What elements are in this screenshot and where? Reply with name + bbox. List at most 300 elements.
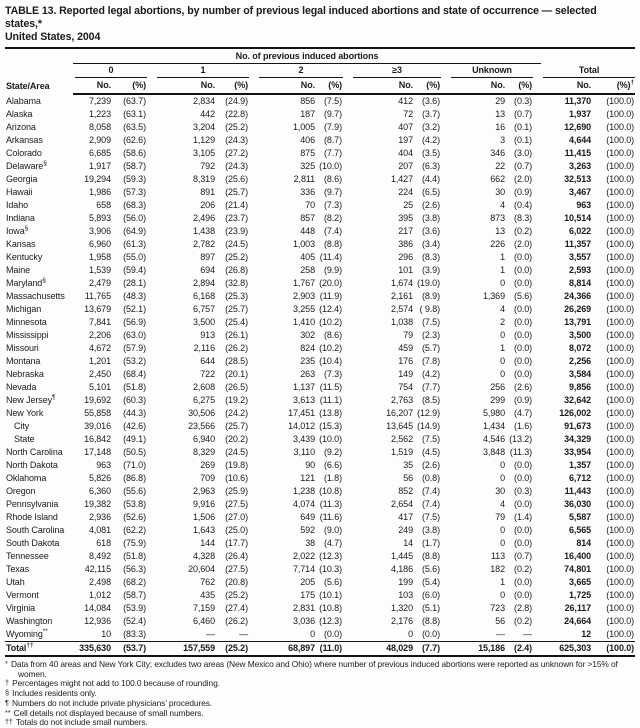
pct-cell: (100.0) (606, 408, 635, 418)
pct-cell: (3.6) (421, 96, 440, 106)
pct-cell: (25.9) (225, 486, 248, 496)
num-cell: 4,081 (88, 525, 111, 535)
dagger-footnote-marker: † (630, 79, 635, 86)
pct-cell: (9.2) (323, 447, 342, 457)
num-cell: 16,842 (84, 434, 111, 444)
pct-header: (%) (215, 78, 257, 94)
pct-cell: (7.5) (421, 512, 440, 522)
pct-cell: (6.5) (421, 187, 440, 197)
table-row (5, 199, 635, 212)
num-cell: 2,022 (292, 551, 315, 561)
num-cell: 7,159 (192, 603, 215, 613)
table-row (5, 589, 635, 602)
pct-cell: (0.0) (514, 538, 533, 548)
pct-cell: (3.0) (514, 148, 533, 158)
num-cell: 8,058 (88, 122, 111, 132)
num-cell: 33,954 (564, 447, 592, 457)
num-cell: 249 (398, 525, 413, 535)
pct-cell: (7.5) (323, 96, 342, 106)
num-cell: 34,329 (564, 434, 592, 444)
pct-cell: (0.1) (514, 135, 533, 145)
pct-cell: (21.4) (225, 200, 248, 210)
pct-cell: (11.9) (319, 291, 342, 301)
num-cell: 14,084 (84, 603, 111, 613)
pct-cell: (64.9) (123, 226, 146, 236)
num-cell: 103 (398, 590, 413, 600)
num-cell: 6,757 (192, 304, 215, 314)
pct-cell: (0.8) (421, 473, 440, 483)
no-header: No. (73, 78, 111, 94)
group-header-unknown: Unknown (449, 64, 541, 79)
num-cell: 11,357 (564, 239, 592, 249)
num-cell: 1,427 (390, 174, 413, 184)
num-cell: 618 (96, 538, 111, 548)
state-label: Kansas (6, 239, 36, 249)
num-cell: 1,519 (390, 447, 413, 457)
pct-cell: (11.6) (319, 512, 342, 522)
num-cell: 1,767 (292, 278, 315, 288)
num-cell: 2,256 (569, 356, 592, 366)
state-label: Michigan (6, 304, 42, 314)
pct-cell: (62.2) (123, 525, 146, 535)
pct-cell: (0.0) (514, 304, 533, 314)
table-row (5, 316, 635, 329)
pct-cell: (10.8) (319, 603, 342, 613)
state-label: Arizona (6, 122, 36, 132)
pct-cell: (57.9) (123, 343, 146, 353)
num-cell: 694 (200, 265, 215, 275)
pct-cell: (0.9) (514, 187, 533, 197)
pct-header: (%) (413, 78, 449, 94)
num-cell: 2,831 (292, 603, 315, 613)
pct-cell: (14.9) (417, 421, 440, 431)
table-row (5, 121, 635, 134)
state-label: Rhode Island (6, 512, 58, 522)
num-cell: 2,206 (88, 330, 111, 340)
num-cell: 459 (398, 343, 413, 353)
num-cell: 5,826 (88, 473, 111, 483)
footnotes (5, 660, 635, 728)
pct-cell: (100.0) (606, 291, 635, 301)
pct-cell: (3.5) (421, 148, 440, 158)
num-cell: 9,856 (569, 382, 592, 392)
pct-cell: (0.7) (514, 551, 533, 561)
table-row (5, 394, 635, 407)
group-header-total: Total (541, 64, 635, 79)
num-cell: 0 (500, 473, 505, 483)
pct-cell: (24.3) (225, 161, 248, 171)
pct-cell: (7.5) (421, 317, 440, 327)
pct-cell: (53.8) (123, 499, 146, 509)
pct-cell: (23.7) (225, 213, 248, 223)
state-label: Montana (6, 356, 41, 366)
num-cell: 3,584 (569, 369, 592, 379)
num-cell: 14 (403, 538, 413, 548)
footnote-asterisk: * Data from 40 areas and New York City; excludes two areas (New Mexico and Ohio) where number of previous induced abortions were reported as unknown for >15% of women. (5, 659, 618, 679)
num-cell: 269 (200, 460, 215, 470)
pct-cell: (26.4) (225, 551, 248, 561)
num-cell: 2,450 (88, 369, 111, 379)
num-cell: 404 (398, 148, 413, 158)
num-cell: 8,329 (192, 447, 215, 457)
num-cell: 302 (300, 330, 315, 340)
footnote-marker: § (24, 225, 29, 232)
pct-cell: (58.7) (123, 161, 146, 171)
num-cell: 13,679 (84, 304, 111, 314)
num-cell: 0 (500, 278, 505, 288)
state-label: Iowa§ (6, 225, 29, 236)
state-label: Washington (6, 616, 53, 626)
pct-cell: (1.6) (514, 421, 533, 431)
num-cell: 3,500 (192, 317, 215, 327)
num-cell: 56 (403, 473, 413, 483)
num-cell: 1,223 (88, 109, 111, 119)
num-cell: 79 (403, 330, 413, 340)
pct-cell: (100.0) (606, 538, 635, 548)
pct-cell: (25.3) (225, 291, 248, 301)
pct-cell: (8.6) (323, 330, 342, 340)
state-label: Pennsylvania (6, 499, 59, 509)
pct-cell: (100.0) (606, 148, 635, 158)
num-cell: 70 (305, 200, 315, 210)
pct-cell: (100.0) (606, 369, 635, 379)
num-cell: 1 (500, 577, 505, 587)
table-row (5, 173, 635, 186)
table-row (5, 498, 635, 511)
pct-cell: (0.0) (514, 317, 533, 327)
num-cell: 442 (200, 109, 215, 119)
table-row (5, 264, 635, 277)
num-cell: 2,562 (390, 434, 413, 444)
num-cell: 182 (490, 564, 505, 574)
pct-cell: (0.0) (514, 473, 533, 483)
num-cell: 658 (96, 200, 111, 210)
num-cell: 4,328 (192, 551, 215, 561)
pct-cell: (20.1) (225, 369, 248, 379)
pct-cell: (100.0) (606, 161, 635, 171)
pct-cell: (10.3) (319, 564, 342, 574)
num-cell: 592 (300, 525, 315, 535)
num-cell: 5,980 (482, 408, 505, 418)
pct-cell: (10.6) (225, 473, 248, 483)
num-cell: 299 (490, 395, 505, 405)
num-cell: 19,294 (84, 174, 111, 184)
pct-cell: (25.2) (225, 252, 248, 262)
num-cell: 113 (490, 551, 505, 561)
pct-header: (%) (505, 78, 541, 94)
num-cell: 22 (495, 161, 505, 171)
num-cell: 1,434 (482, 421, 505, 431)
num-cell: 857 (300, 213, 315, 223)
pct-cell: (24.5) (225, 447, 248, 457)
pct-cell: (2.6) (421, 460, 440, 470)
pct-cell: (100.0) (606, 577, 635, 587)
table-row (5, 433, 635, 446)
table-row (5, 290, 635, 303)
pct-cell: (8.8) (323, 239, 342, 249)
num-cell: 1,539 (88, 265, 111, 275)
num-cell: 6,712 (569, 473, 592, 483)
pct-cell: (0.0) (514, 356, 533, 366)
num-cell: 1,445 (390, 551, 413, 561)
pct-cell: (25.7) (225, 421, 248, 431)
table-row (5, 602, 635, 615)
table-row (5, 550, 635, 563)
header-subcol-row (5, 78, 635, 94)
pct-cell: (100.0) (606, 187, 635, 197)
num-cell: 3,557 (569, 252, 592, 262)
num-cell: 0 (500, 538, 505, 548)
pct-cell: (100.0) (606, 395, 635, 405)
pct-cell: (51.8) (123, 382, 146, 392)
num-cell: 3,848 (482, 447, 505, 457)
pct-cell: (56.9) (123, 317, 146, 327)
pct-cell: (7.4) (323, 226, 342, 236)
table-row (5, 303, 635, 316)
num-cell: 1,005 (292, 122, 315, 132)
pct-cell: (60.3) (123, 395, 146, 405)
pct-cell: (7.7) (421, 382, 440, 392)
pct-cell: (27.0) (225, 512, 248, 522)
pct-cell: (0.3) (514, 486, 533, 496)
num-cell: 296 (398, 252, 413, 262)
pct-cell: (100.0) (606, 603, 635, 613)
pct-cell: (59.3) (123, 174, 146, 184)
num-cell: 891 (200, 187, 215, 197)
pct-cell: (10.2) (319, 317, 342, 327)
table-title-line1: TABLE 13. Reported legal abortions, by number of previous legal induced abortions and state of occurrence — selected states,* (5, 5, 597, 30)
pct-cell: (5.6) (514, 291, 533, 301)
pct-cell: (9.9) (323, 265, 342, 275)
table-row (5, 524, 635, 537)
num-cell: 395 (398, 213, 413, 223)
state-label: Total†† (5, 642, 73, 657)
pct-cell: (27.4) (225, 603, 248, 613)
pct-cell: (100.0) (606, 499, 635, 509)
state-label: Minnesota (6, 317, 47, 327)
pct-cell: (5.6) (421, 564, 440, 574)
num-cell: 30 (495, 187, 505, 197)
num-cell: 23,566 (188, 421, 215, 431)
pct-cell: (4.5) (421, 447, 440, 457)
num-cell: 14,012 (288, 421, 315, 431)
num-cell: 24,366 (564, 291, 592, 301)
num-cell: 3,500 (569, 330, 592, 340)
pct-cell: (0.0) (514, 525, 533, 535)
num-cell: — (496, 629, 505, 639)
pct-cell: (0.9) (514, 395, 533, 405)
num-cell: 762 (200, 577, 215, 587)
table-row (5, 355, 635, 368)
pct-cell: (6.6) (323, 460, 342, 470)
num-cell: — (206, 629, 215, 639)
pct-cell: (0.0) (514, 330, 533, 340)
pct-cell: (5.4) (421, 577, 440, 587)
state-label: Nebraska (6, 369, 44, 379)
num-cell: 3,105 (192, 148, 215, 158)
num-cell: 2,909 (88, 135, 111, 145)
pct-cell: (27.5) (225, 564, 248, 574)
state-area-header: State/Area (6, 81, 50, 91)
table-row (5, 238, 635, 251)
pct-cell: (100.0) (606, 265, 635, 275)
num-cell: 16,400 (564, 551, 592, 561)
table-row (5, 420, 635, 433)
num-cell: 8,814 (569, 278, 592, 288)
num-cell: 42,115 (84, 564, 111, 574)
state-label: Hawaii (6, 187, 33, 197)
pct-cell: (0.0) (514, 460, 533, 470)
num-cell: 856 (300, 96, 315, 106)
num-cell: 226 (490, 239, 505, 249)
num-cell: 1 (500, 343, 505, 353)
num-cell: 649 (300, 512, 315, 522)
pct-cell: (13.8) (319, 408, 342, 418)
table-row (5, 511, 635, 524)
pct-cell: (2.0) (514, 174, 533, 184)
num-cell: 11,415 (564, 148, 592, 158)
footnote-section: § Includes residents only. (5, 688, 97, 699)
num-cell: 2,834 (192, 96, 215, 106)
num-cell: 263 (300, 369, 315, 379)
num-cell: 32,513 (564, 174, 592, 184)
pct-cell: (26.5) (225, 382, 248, 392)
footnote-marker: †† (26, 642, 34, 649)
pct-cell: (25.6) (225, 174, 248, 184)
pct-cell: (1.7) (421, 538, 440, 548)
pct-cell: (0.0) (514, 252, 533, 262)
pct-cell: (12.3) (319, 616, 342, 626)
num-cell: 335,630 (73, 642, 111, 657)
footnote-double-dagger: †† Totals do not include small numbers. (5, 717, 148, 728)
pct-cell: (52.6) (123, 512, 146, 522)
num-cell: 1,506 (192, 512, 215, 522)
pct-cell: (0.2) (514, 616, 533, 626)
pct-header: (%) (111, 78, 155, 94)
num-cell: 644 (200, 356, 215, 366)
pct-cell: (8.8) (421, 551, 440, 561)
num-cell: 852 (398, 486, 413, 496)
num-cell: 38 (305, 538, 315, 548)
num-cell: 36,030 (564, 499, 592, 509)
table-row (5, 212, 635, 225)
num-cell: 435 (200, 590, 215, 600)
pct-cell: (8.2) (323, 213, 342, 223)
num-cell: 187 (300, 109, 315, 119)
num-cell: 1,917 (88, 161, 111, 171)
pct-cell: (0.3) (514, 96, 533, 106)
pct-cell: (53.9) (123, 603, 146, 613)
footnote-marker: ** (42, 628, 48, 635)
state-label: North Carolina (6, 447, 63, 457)
num-cell: 792 (200, 161, 215, 171)
pct-cell: (8.9) (421, 291, 440, 301)
pct-cell: (100.0) (606, 551, 635, 561)
state-label: Alabama (6, 95, 41, 106)
footnote-marker: § (43, 160, 47, 167)
pct-cell: (100.0) (606, 317, 635, 327)
num-cell: 8,072 (569, 343, 592, 353)
pct-cell: (58.6) (123, 148, 146, 158)
num-cell: 29 (495, 96, 505, 106)
num-cell: 754 (398, 382, 413, 392)
pct-cell: (9.7) (323, 109, 342, 119)
table-row (5, 342, 635, 355)
num-cell: 1,643 (192, 525, 215, 535)
pct-cell: (52.1) (123, 304, 146, 314)
pct-cell: (10.8) (319, 486, 342, 496)
table-row (5, 615, 635, 628)
num-cell: 7,714 (292, 564, 315, 574)
pct-cell: (6.3) (421, 161, 440, 171)
num-cell: 1,320 (390, 603, 413, 613)
num-cell: 2,811 (293, 174, 315, 184)
num-cell: 35 (403, 460, 413, 470)
pct-cell: (7.3) (323, 369, 342, 379)
pct-cell: (68.4) (123, 369, 146, 379)
pct-cell: (100.0) (591, 642, 635, 657)
pct-cell: (44.3) (123, 408, 146, 418)
num-cell: 144 (200, 538, 215, 548)
num-cell: 6,275 (192, 395, 215, 405)
pct-cell: (0.0) (514, 590, 533, 600)
pct-cell: (86.8) (123, 473, 146, 483)
num-cell: 3,665 (569, 577, 592, 587)
pct-cell: (19.8) (225, 460, 248, 470)
state-label: North Dakota (6, 460, 58, 470)
pct-cell: (8.5) (421, 395, 440, 405)
num-cell: 4 (500, 200, 505, 210)
num-cell: 3,255 (292, 304, 315, 314)
num-cell: 2,498 (88, 577, 111, 587)
num-cell: 205 (300, 577, 315, 587)
pct-cell: (0.0) (514, 369, 533, 379)
num-cell: 90 (305, 460, 315, 470)
state-label: Colorado (6, 148, 42, 158)
pct-cell: (4.7) (514, 408, 533, 418)
pct-cell: (71.0) (123, 460, 146, 470)
table-row (5, 108, 635, 121)
num-cell: 207 (398, 161, 413, 171)
pct-cell: (0.2) (514, 564, 533, 574)
num-cell: 0 (500, 525, 505, 535)
pct-cell: (100.0) (606, 525, 635, 535)
num-cell: 10,514 (564, 213, 592, 223)
num-cell: 1,937 (569, 109, 592, 119)
pct-cell: (0.7) (514, 109, 533, 119)
num-cell: 2,608 (192, 382, 215, 392)
num-cell: 0 (310, 629, 315, 639)
num-cell: 11,765 (84, 291, 111, 301)
num-cell: 1,410 (292, 317, 315, 327)
pct-cell: (0.7) (514, 161, 533, 171)
num-cell: 199 (398, 577, 413, 587)
num-cell: 6,940 (192, 434, 215, 444)
header-group-row (5, 64, 635, 79)
num-cell: 4,644 (569, 135, 592, 145)
num-cell: 13 (495, 226, 505, 236)
pct-cell: (7.9) (323, 122, 342, 132)
num-cell: 4,672 (88, 343, 111, 353)
pct-cell: (5.7) (421, 343, 440, 353)
num-cell: 2,763 (390, 395, 413, 405)
num-cell: 4 (500, 499, 505, 509)
num-cell: 0 (500, 460, 505, 470)
no-header: No. (449, 78, 505, 94)
pct-cell: (8.3) (514, 213, 533, 223)
table-row (5, 563, 635, 576)
num-cell: 1,958 (88, 252, 111, 262)
